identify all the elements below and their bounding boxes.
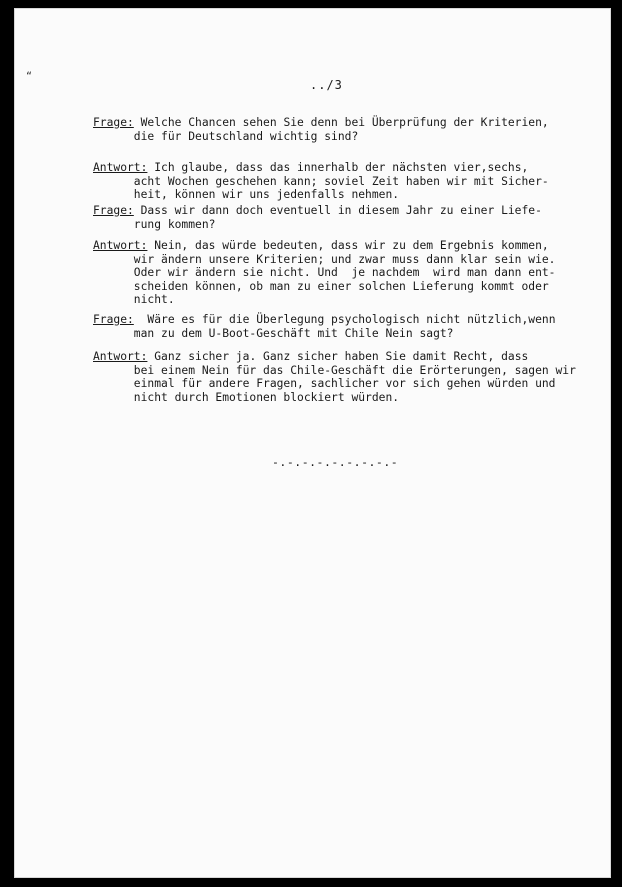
question-continuation: rung kommen? xyxy=(93,217,216,231)
question-continuation: die für Deutschland wichtig sind? xyxy=(93,129,359,143)
answer-3 xyxy=(93,350,603,404)
page-number: ../3 xyxy=(310,78,343,92)
answer-label: Antwort: xyxy=(93,161,148,174)
answer-continuation: wir ändern unsere Kriterien; und zwar muss dann klar sein wie. Oder wir ändern sie nicht. Und je nachdem wird man dann ent- scheiden können, ob man zu einer solchen Lieferung kommt oder nicht. xyxy=(133,252,556,306)
question-label: Frage: xyxy=(93,313,134,326)
answer-continuation: acht Wochen geschehen kann; soviel Zeit haben wir mit Sicher- heit, können wir uns jedenfalls nehmen. xyxy=(133,174,549,201)
answer-first-line: Ganz sicher ja. Ganz sicher haben Sie damit Recht, dass xyxy=(147,350,529,363)
question-label: Frage: xyxy=(93,204,134,217)
question-first-line: Wäre es für die Überlegung psychologisch nicht nützlich,wenn xyxy=(133,313,556,326)
question-continuation: man zu dem U-Boot-Geschäft mit Chile Nein sagt? xyxy=(93,326,454,340)
end-separator: -.-.-.-.-.-.-.-.- xyxy=(272,455,399,469)
answer-first-line: Ich glaube, dass das innerhalb der nächsten vier,sechs, xyxy=(147,161,529,174)
answer-label: Antwort: xyxy=(93,350,148,363)
question-1 xyxy=(93,116,603,143)
answer-label: Antwort: xyxy=(93,239,148,252)
question-label: Frage: xyxy=(93,116,134,129)
answer-1 xyxy=(93,161,603,202)
answer-first-line: Nein, das würde bedeuten, dass wir zu dem Ergebnis kommen, xyxy=(147,239,549,252)
document-page xyxy=(14,8,611,878)
margin-mark: “ xyxy=(26,71,33,82)
question-3 xyxy=(93,313,603,340)
question-first-line: Welche Chancen sehen Sie denn bei Überprüfung der Kriterien, xyxy=(133,116,549,129)
answer-2 xyxy=(93,239,603,307)
question-first-line: Dass wir dann doch eventuell in diesem Jahr zu einer Liefe- xyxy=(133,204,542,217)
question-2 xyxy=(93,204,603,231)
answer-continuation: bei einem Nein für das Chile-Geschäft die Erörterungen, sagen wir einmal für andere Fragen, sachlicher vor sich gehen würden und nicht durch Emotionen blockiert würden. xyxy=(133,363,576,404)
